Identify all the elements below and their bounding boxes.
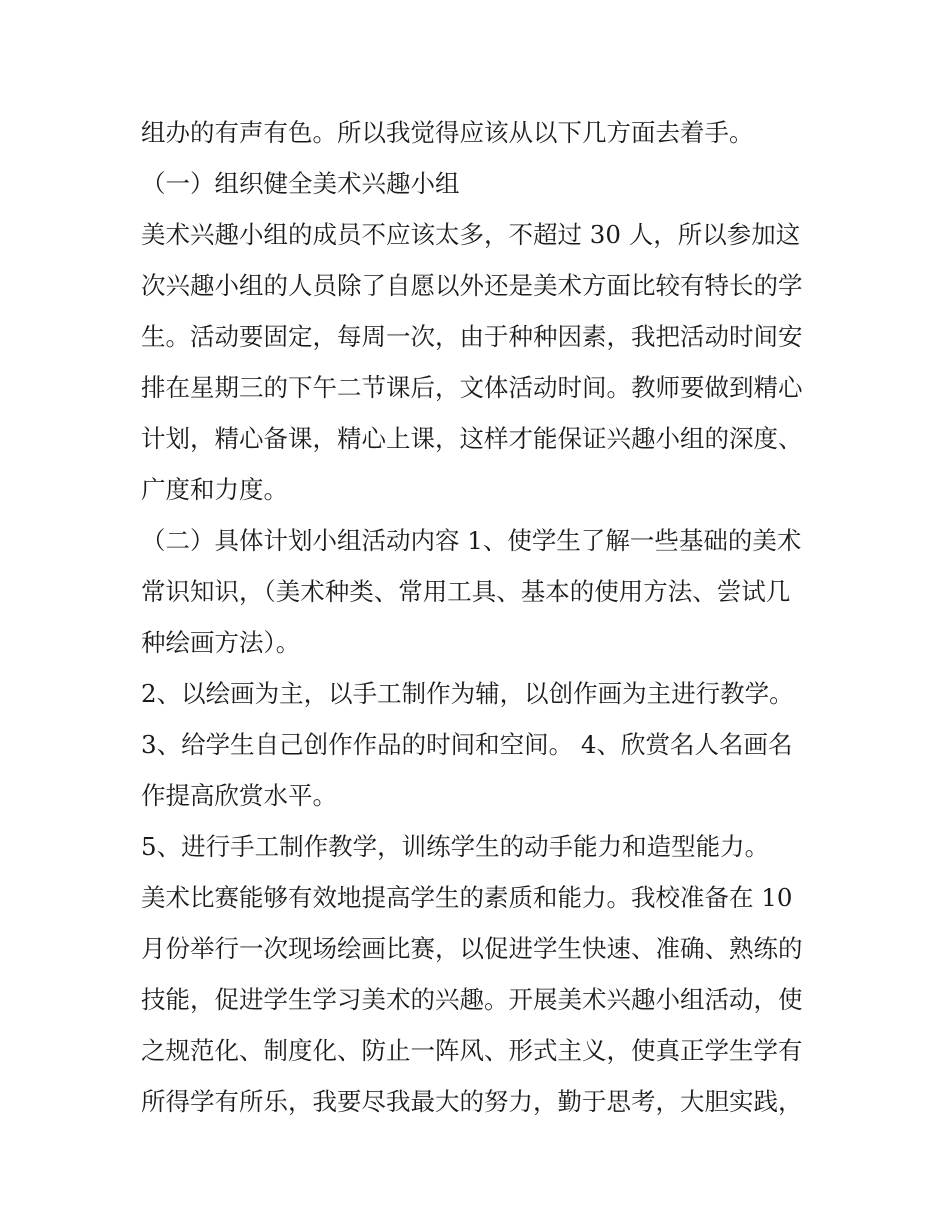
- text-line: 所得学有所乐，我要尽我最大的努力，勤于思考，大胆实践，: [141, 1087, 803, 1116]
- text-line: 组办的有声有色。所以我觉得应该从以下几方面去着手。: [141, 118, 754, 147]
- text-line: 美术兴趣小组的成员不应该太多，不超过 30 人，所以参加这: [141, 220, 801, 249]
- text-line: 种绘画方法）。: [141, 628, 301, 657]
- list-item: 2、以绘画为主，以手工制作为辅，以创作画为主进行教学。: [141, 679, 794, 708]
- text-line: 生。活动要固定，每周一次，由于种种因素，我把活动时间安: [141, 322, 803, 351]
- list-item: 5、进行手工制作教学，训练学生的动手能力和造型能力。: [141, 832, 770, 861]
- text-line: 常识知识，（美术种类、常用工具、基本的使用方法、尝试几: [141, 577, 791, 606]
- text-line: 美术比赛能够有效地提高学生的素质和能力。我校准备在 10: [141, 883, 793, 912]
- list-item: 3、给学生自己创作作品的时间和空间。 4、欣赏名人名画名: [141, 730, 793, 759]
- text-line: 广度和力度。: [141, 475, 288, 504]
- section-heading: （二）具体计划小组活动内容 1、使学生了解一些基础的美术: [141, 526, 802, 555]
- text-line: 计划，精心备课，精心上课，这样才能保证兴趣小组的深度、: [141, 424, 803, 453]
- text-line: 排在星期三的下午二节课后，文体活动时间。教师要做到精心: [141, 373, 803, 402]
- document-body: [141, 107, 821, 1127]
- text-line: 月份举行一次现场绘画比赛，以促进学生快速、准确、熟练的: [141, 934, 803, 963]
- section-heading: （一）组织健全美术兴趣小组: [141, 169, 460, 198]
- text-line: 次兴趣小组的人员除了自愿以外还是美术方面比较有特长的学: [141, 271, 803, 300]
- text-line: 技能，促进学生学习美术的兴趣。开展美术兴趣小组活动，使: [141, 985, 803, 1014]
- text-line: 作提高欣赏水平。: [141, 781, 337, 810]
- text-line: 之规范化、制度化、防止一阵风、形式主义，使真正学生学有: [141, 1036, 803, 1065]
